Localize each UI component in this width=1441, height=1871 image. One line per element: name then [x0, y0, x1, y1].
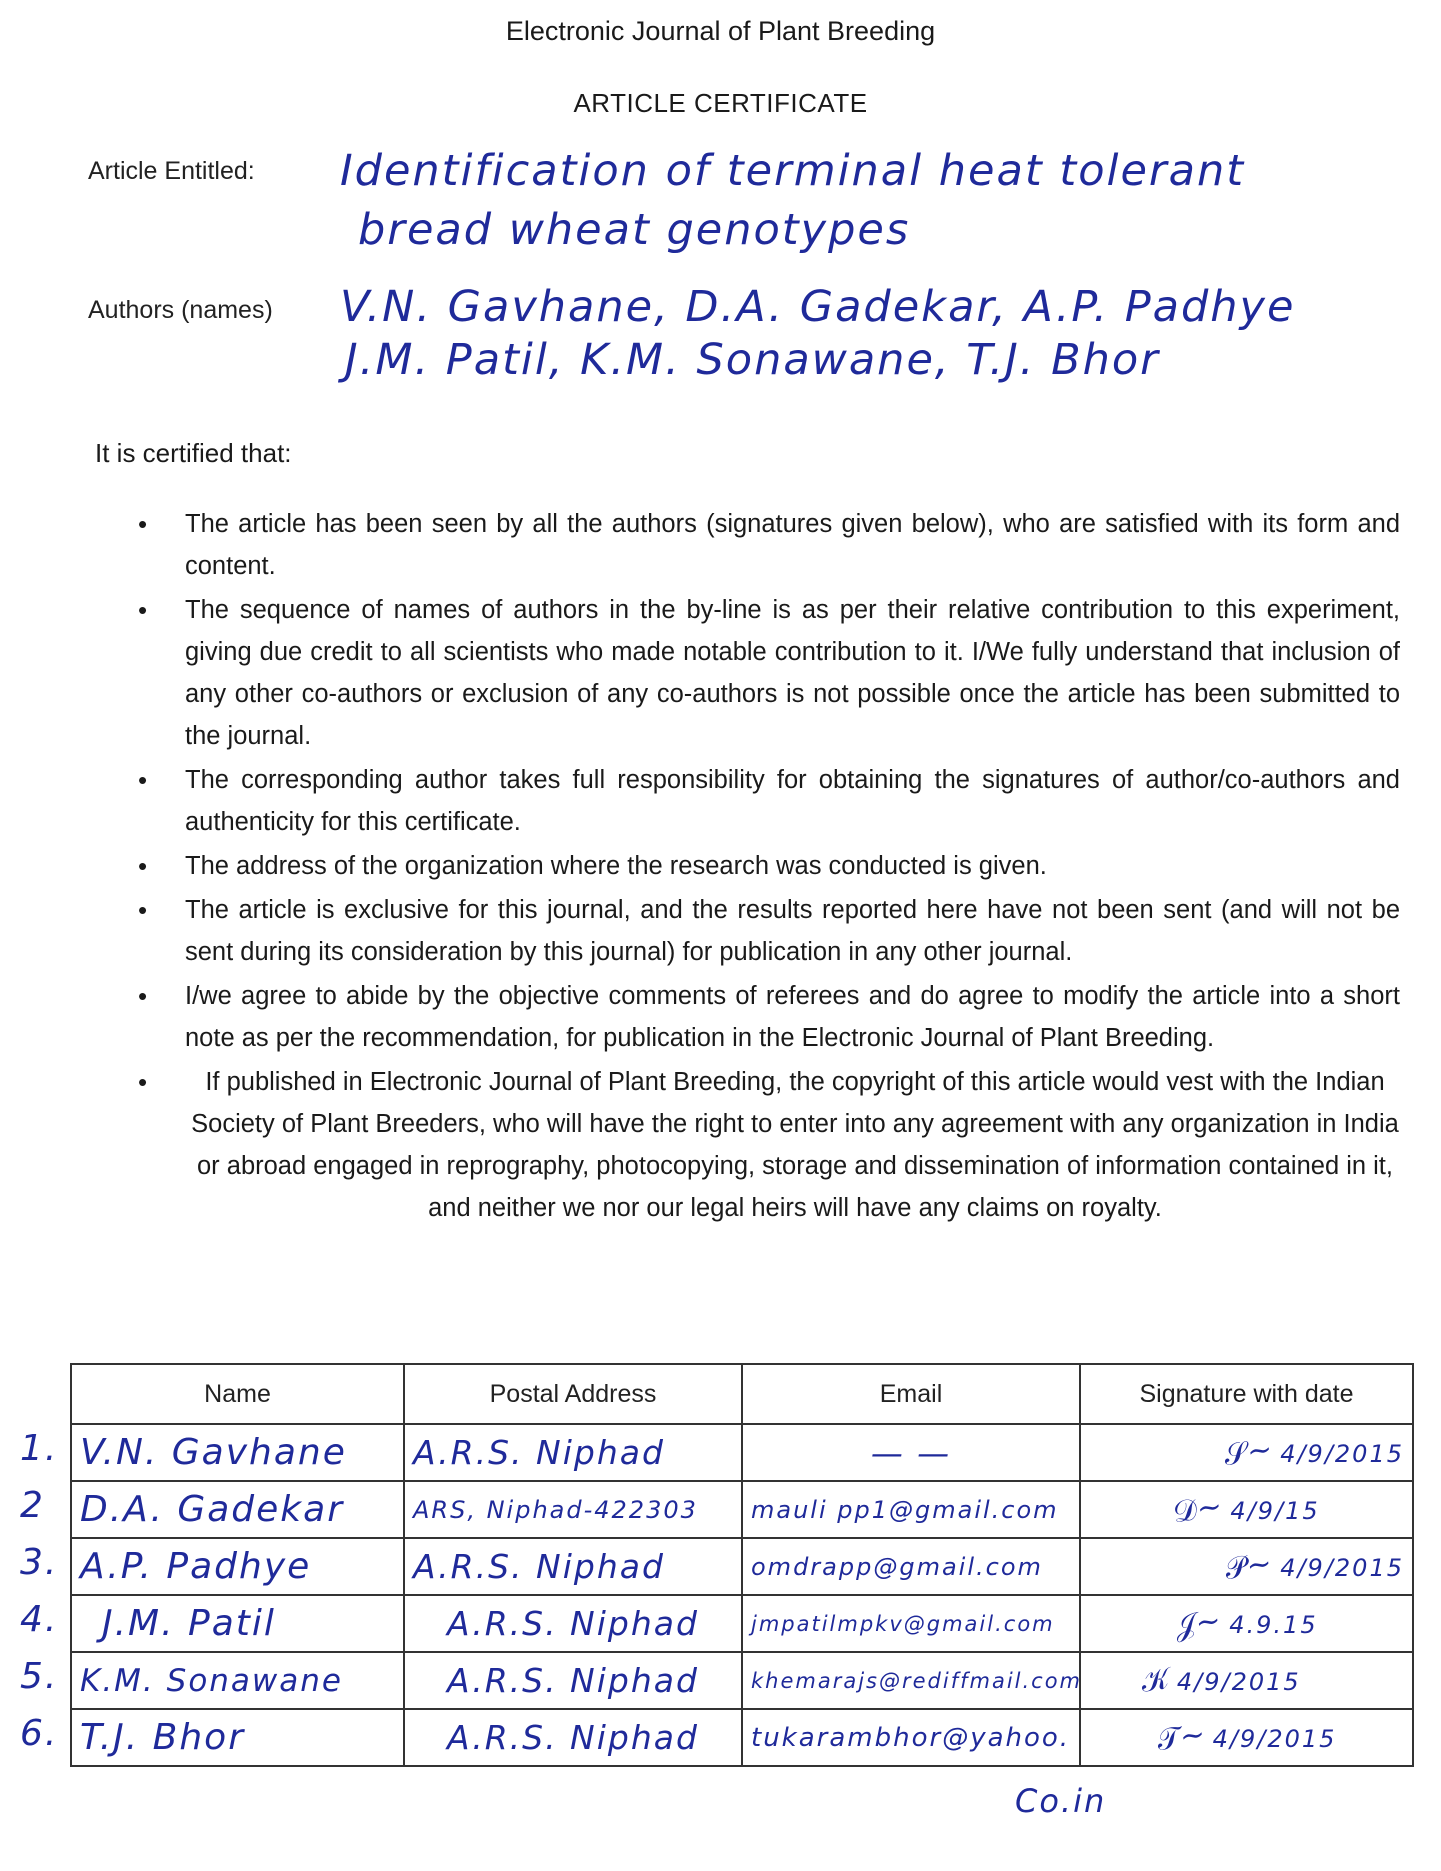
table-row	[71, 1481, 1413, 1538]
header-signature: Signature with date	[1080, 1364, 1413, 1424]
author-signature	[1080, 1595, 1413, 1652]
bullet-icon: •	[138, 851, 148, 881]
header-name: Name	[71, 1364, 404, 1424]
table-row	[71, 1709, 1413, 1766]
author-name: T.J. Bhor	[71, 1709, 404, 1766]
author-address: A.R.S. Niphad	[404, 1709, 742, 1766]
row-number: 6.	[20, 1713, 59, 1754]
signature-scribble-icon: 𝒥~	[1173, 1602, 1224, 1645]
author-address: A.R.S. Niphad	[404, 1652, 742, 1709]
table-header-row	[71, 1364, 1413, 1424]
author-name: K.M. Sonawane	[71, 1652, 404, 1709]
author-address: A.R.S. Niphad	[404, 1538, 742, 1595]
author-address: A.R.S. Niphad	[404, 1424, 742, 1481]
signature-scribble-icon: 𝒯~	[1154, 1716, 1207, 1759]
author-email: mauli pp1@gmail.com	[742, 1481, 1080, 1538]
header-postal-address: Postal Address	[404, 1364, 742, 1424]
certification-point: • The sequence of names of authors in the by-line is as per their relative contribution to this experiment, giving due credit to all scientists who made notable contribution to it. I/We fully understand that inclusion of any other co-authors or exclusion of any co-authors is not possible once the article has been submitted to the journal.	[110, 589, 1400, 757]
author-address: A.R.S. Niphad	[404, 1595, 742, 1652]
email-continuation: Co.in	[1015, 1782, 1107, 1820]
signature-date: 4/9/2015	[1280, 1554, 1404, 1582]
certification-point: • If published in Electronic Journal of Plant Breeding, the copyright of this article would vest with the Indian Society of Plant Breeders, who will have the right to enter into any agreement with any organization in India or abroad engaged in reprography, photocopying, storage and dissemination of information contained in it, and neither we nor our legal heirs will have any claims on royalty.	[110, 1061, 1400, 1229]
bullet-icon: •	[138, 595, 148, 625]
bullet-icon: •	[138, 1067, 148, 1097]
signature-date: 4/9/2015	[1280, 1440, 1404, 1468]
bullet-icon: •	[138, 509, 148, 539]
certification-point: • The address of the organization where the research was conducted is given.	[110, 845, 1400, 887]
article-title-label: Article Entitled:	[88, 157, 255, 185]
author-name: D.A. Gadekar	[71, 1481, 404, 1538]
author-name: J.M. Patil	[71, 1595, 404, 1652]
authors-label: Authors (names)	[88, 296, 273, 324]
author-signature	[1080, 1481, 1413, 1538]
row-number: 5.	[20, 1656, 59, 1697]
certification-points	[110, 503, 1400, 1231]
signature-date: 4/9/2015	[1176, 1668, 1301, 1696]
article-title-line1: Identification of terminal heat tolerant	[340, 146, 1246, 196]
author-signature	[1080, 1709, 1413, 1766]
row-number: 4.	[20, 1599, 59, 1640]
signature-scribble-icon: 𝒫~	[1223, 1545, 1275, 1588]
signature-date: 4/9/2015	[1212, 1725, 1337, 1753]
table-row	[71, 1652, 1413, 1709]
certification-point: • The article is exclusive for this journal, and the results reported here have not been sent (and will not be sent during its consideration by this journal) for publication in any other journal.	[110, 889, 1400, 973]
bullet-icon: •	[138, 981, 148, 1011]
row-number: 3.	[20, 1542, 59, 1583]
table-row	[71, 1424, 1413, 1481]
header-email: Email	[742, 1364, 1080, 1424]
author-email: khemarajs@rediffmail.com	[742, 1652, 1080, 1709]
authors-line1: V.N. Gavhane, D.A. Gadekar, A.P. Padhye	[340, 282, 1296, 332]
certification-point: • I/we agree to abide by the objective comments of referees and do agree to modify the article into a short note as per the recommendation, for publication in the Electronic Journal of Plant Breeding.	[110, 975, 1400, 1059]
table-row	[71, 1595, 1413, 1652]
article-title-line2: bread wheat genotypes	[358, 205, 911, 255]
row-number: 2	[20, 1485, 45, 1526]
signature-scribble-icon: 𝒟~	[1171, 1488, 1225, 1531]
row-number: 1.	[20, 1428, 59, 1469]
author-address: ARS, Niphad-422303	[404, 1481, 742, 1538]
journal-name: Electronic Journal of Plant Breeding	[505, 16, 936, 46]
author-signature	[1080, 1538, 1413, 1595]
author-name: V.N. Gavhane	[71, 1424, 404, 1481]
signature-date: 4/9/15	[1230, 1497, 1320, 1525]
signature-date: 4.9.15	[1229, 1611, 1318, 1639]
authors-table	[70, 1363, 1414, 1767]
author-email: tukarambhor@yahoo.	[742, 1709, 1080, 1766]
signature-scribble-icon: 𝒮~	[1221, 1431, 1275, 1474]
author-email: jmpatilmpkv@gmail.com	[742, 1595, 1080, 1652]
certification-point: • The corresponding author takes full responsibility for obtaining the signatures of author/co-authors and authenticity for this certificate.	[110, 759, 1400, 843]
bullet-icon: •	[138, 765, 148, 795]
bullet-icon: •	[138, 895, 148, 925]
author-signature	[1080, 1652, 1413, 1709]
author-email: omdrapp@gmail.com	[742, 1538, 1080, 1595]
certified-intro: It is certified that:	[95, 438, 292, 468]
certificate-title: ARTICLE CERTIFICATE	[573, 88, 868, 118]
table-row	[71, 1538, 1413, 1595]
author-signature	[1080, 1424, 1413, 1481]
author-name: A.P. Padhye	[71, 1538, 404, 1595]
authors-line2: J.M. Patil, K.M. Sonawane, T.J. Bhor	[345, 335, 1160, 385]
author-email: — —	[742, 1424, 1080, 1481]
signature-scribble-icon: 𝒦	[1138, 1661, 1172, 1700]
certification-point: • The article has been seen by all the authors (signatures given below), who are satisfied with its form and content.	[110, 503, 1400, 587]
